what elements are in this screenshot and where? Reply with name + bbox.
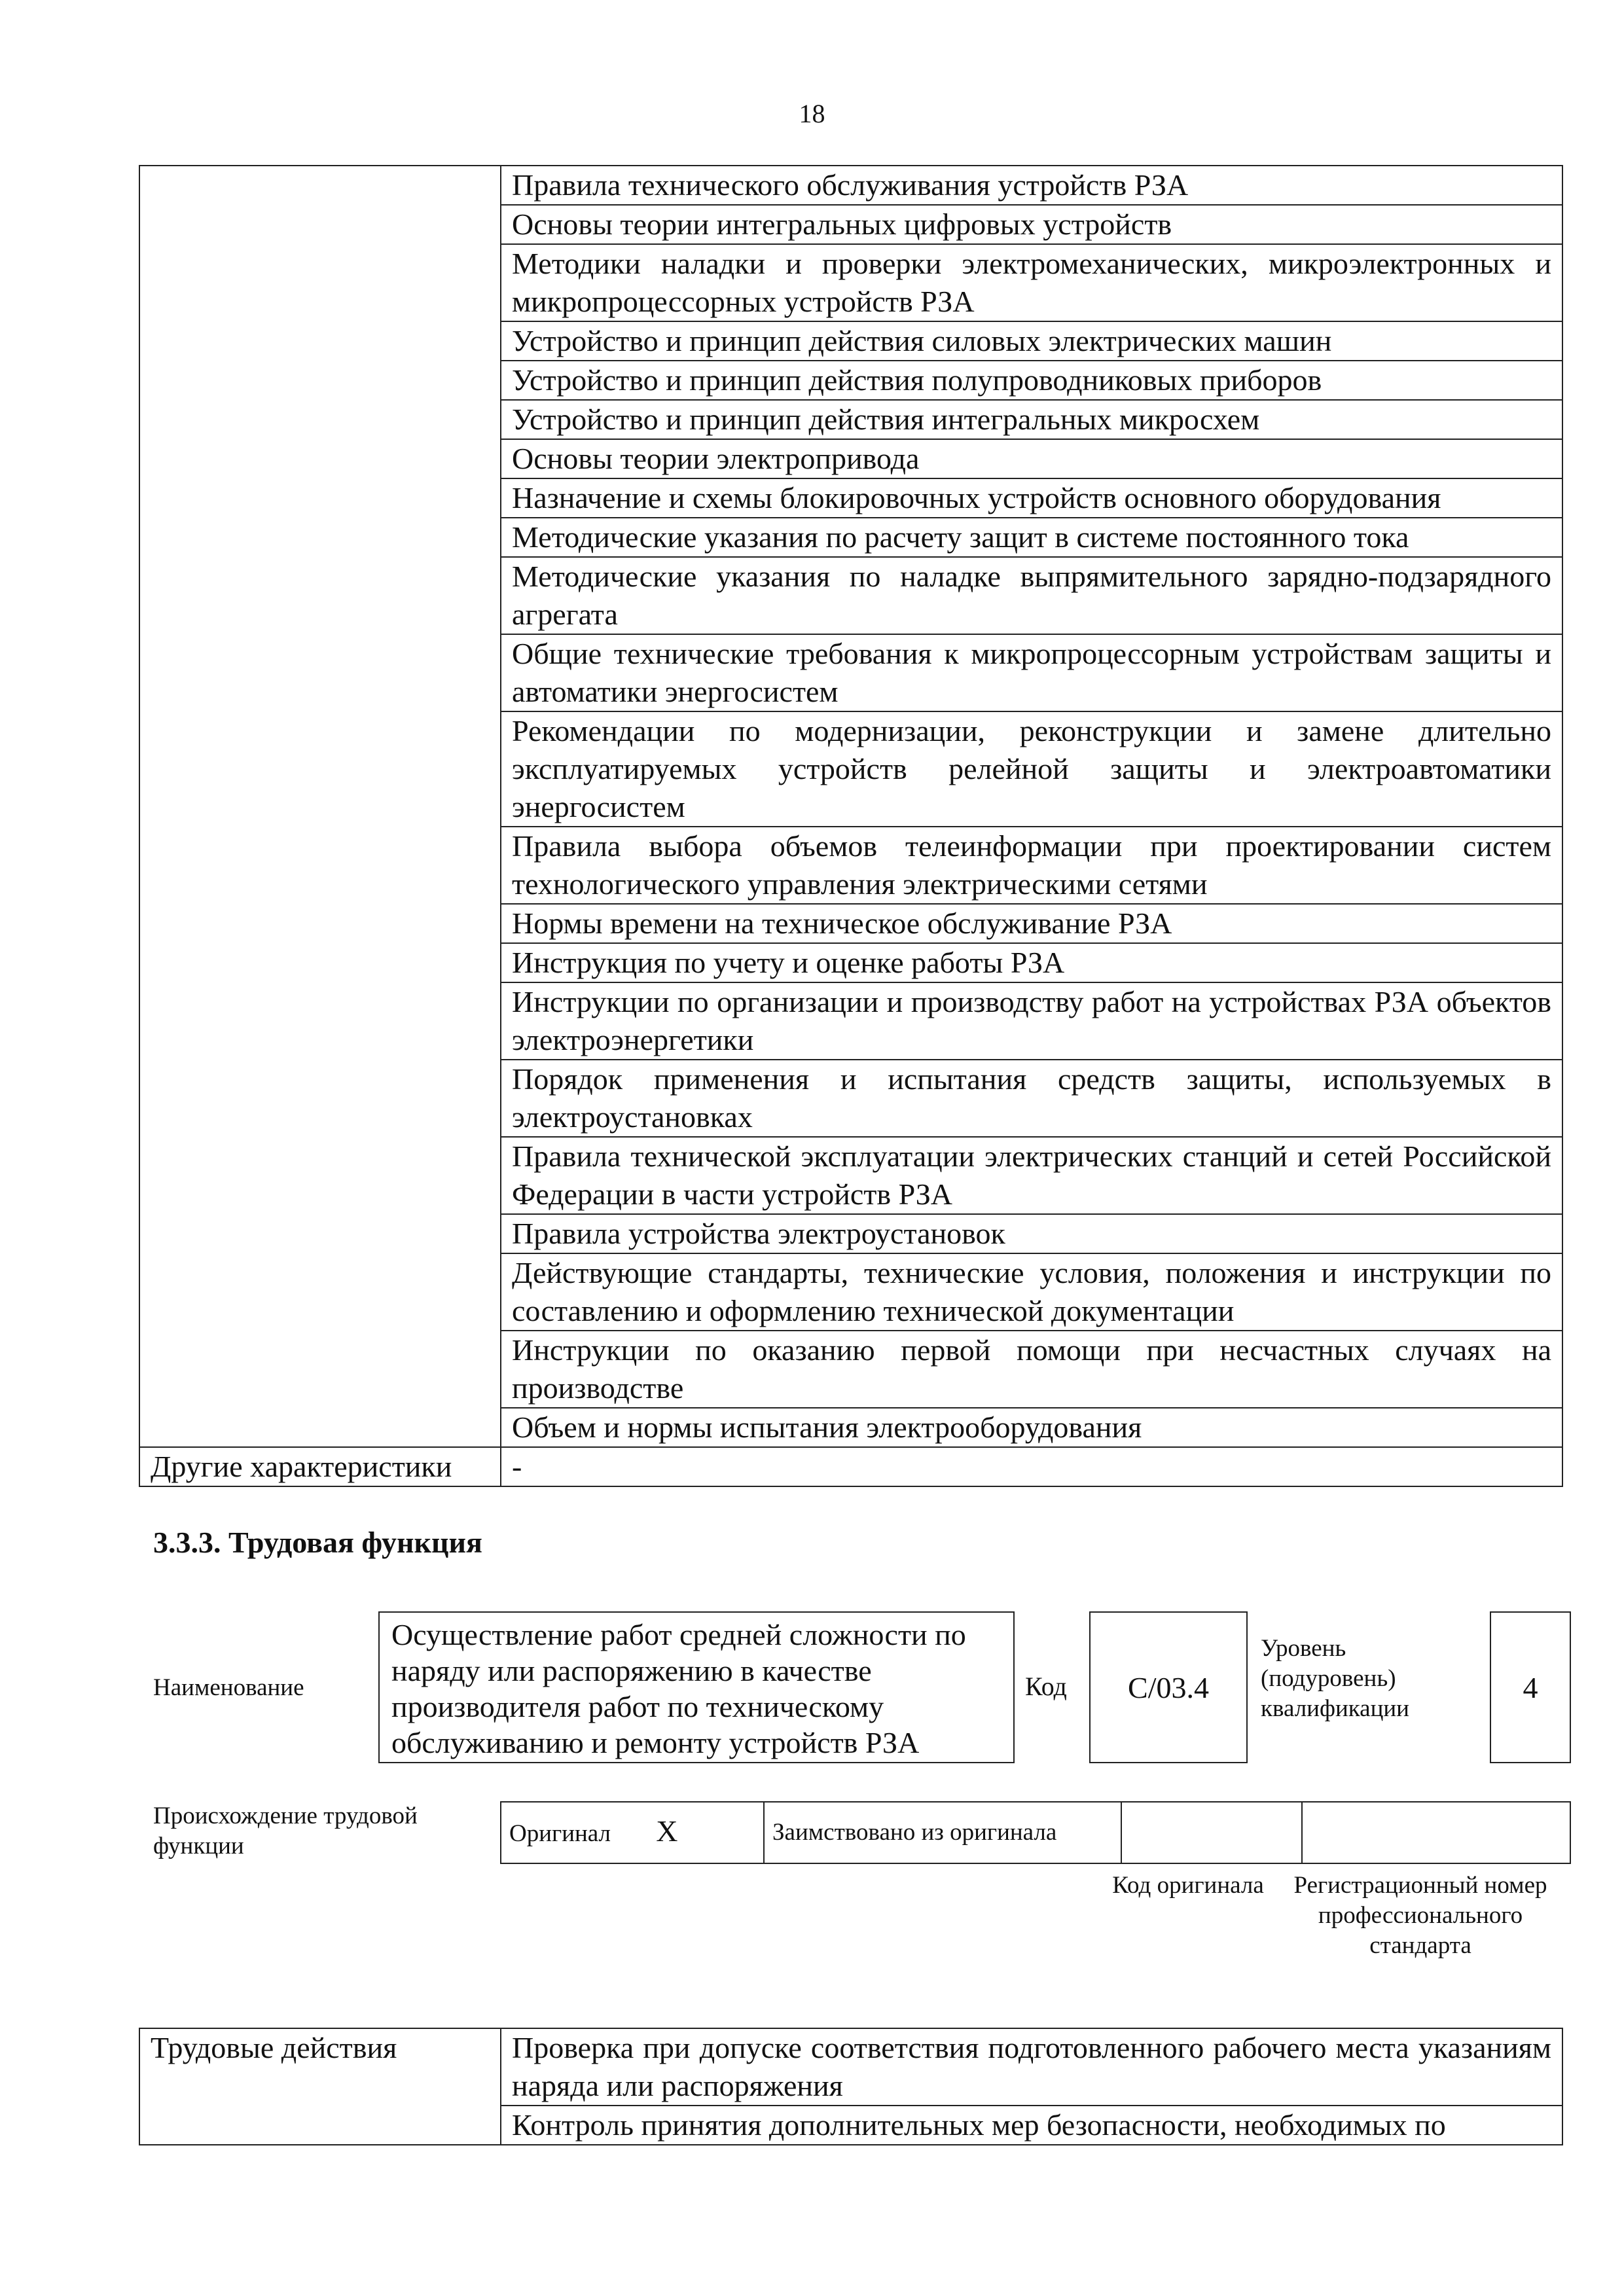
knowledge-item: Правила выбора объемов телеинформации при проектировании систем технологического управления электрическими сетями [501,827,1562,904]
knowledge-item: Назначение и схемы блокировочных устройств основного оборудования [501,478,1562,518]
knowledge-item: Устройство и принцип действия полупроводниковых приборов [501,361,1562,400]
knowledge-item: Методические указания по расчету защит в системе постоянного тока [501,518,1562,557]
origin-original-mark: X [656,1814,678,1848]
knowledge-label-cell [139,166,501,1447]
table-row [139,166,1562,205]
knowledge-item: Действующие стандарты, технические условия, положения и инструкции по составлению и оформлению технической документации [501,1253,1562,1331]
knowledge-item: Методические указания по наладке выпрямительного зарядно-подзарядного агрегата [501,557,1562,634]
actions-label: Трудовые действия [139,2028,501,2145]
action-item: Проверка при допуске соответствия подготовленного рабочего места указаниям наряда или распоряжения [501,2028,1562,2106]
page-number: 18 [799,99,825,128]
qualification-level-value: 4 [1490,1611,1571,1763]
table-row [501,1802,1570,1863]
origin-reg-number-cell [1302,1802,1570,1863]
knowledge-item: Правила устройства электроустановок [501,1214,1562,1253]
origin-original-cell [501,1802,764,1863]
table-row [139,1447,1562,1486]
knowledge-item: Инструкция по учету и оценке работы РЗА [501,943,1562,982]
function-name-value: Осуществление работ средней сложности по наряду или распоряжению в качестве производителя работ по техническому обслуживанию и ремонту устройств РЗА [378,1611,1015,1763]
origin-code-cell [1121,1802,1302,1863]
knowledge-item: Устройство и принцип действия силовых электрических машин [501,321,1562,361]
knowledge-item: Основы теории электропривода [501,439,1562,478]
section-heading: 3.3.3. Трудовая функция [153,1526,482,1559]
knowledge-item: Методики наладки и проверки электромеханических, микроэлектронных и микропроцессорных устройств РЗА [501,244,1562,321]
knowledge-item: Устройство и принцип действия интегральных микросхем [501,400,1562,439]
knowledge-item: Правила технического обслуживания устройств РЗА [501,166,1562,205]
knowledge-item: Объем и нормы испытания электрооборудования [501,1408,1562,1447]
qualification-level-label: Уровень (подуровень) квалификации [1261,1635,1409,1722]
name-label: Наименование [153,1674,304,1701]
knowledge-item: Инструкции по оказанию первой помощи при несчастных случаях на производстве [501,1331,1562,1408]
other-characteristics-label: Другие характеристики [139,1447,501,1486]
knowledge-item: Правила технической эксплуатации электрических станций и сетей Российской Федерации в части устройств РЗА [501,1137,1562,1214]
code-value: С/03.4 [1089,1611,1248,1763]
origin-original-label: Оригинал [509,1820,611,1847]
table-row [139,2028,1562,2106]
origin-table [500,1801,1571,1864]
knowledge-table [139,165,1563,1487]
other-characteristics-value: - [501,1447,1562,1486]
knowledge-item: Порядок применения и испытания средств защиты, используемых в электроустановках [501,1060,1562,1137]
reg-number-caption: Регистрационный номер профессионального стандарта [1293,1872,1547,1959]
knowledge-item: Рекомендации по модернизации, реконструкции и замене длительно эксплуатируемых устройств релейной защиты и электроавтоматики энергосистем [501,711,1562,827]
knowledge-item: Основы теории интегральных цифровых устройств [501,205,1562,244]
actions-table [139,2028,1563,2145]
code-original-caption: Код оригинала [1112,1872,1264,1899]
origin-borrowed-label: Заимствовано из оригинала [764,1802,1121,1863]
origin-label: Происхождение трудовой функции [153,1803,418,1859]
code-label: Код [1025,1672,1067,1701]
action-item: Контроль принятия дополнительных мер безопасности, необходимых по [501,2106,1562,2145]
knowledge-item: Инструкции по организации и производству работ на устройствах РЗА объектов электроэнергетики [501,982,1562,1060]
knowledge-item: Общие технические требования к микропроцессорным устройствам защиты и автоматики энергосистем [501,634,1562,711]
knowledge-item: Нормы времени на техническое обслуживание РЗА [501,904,1562,943]
